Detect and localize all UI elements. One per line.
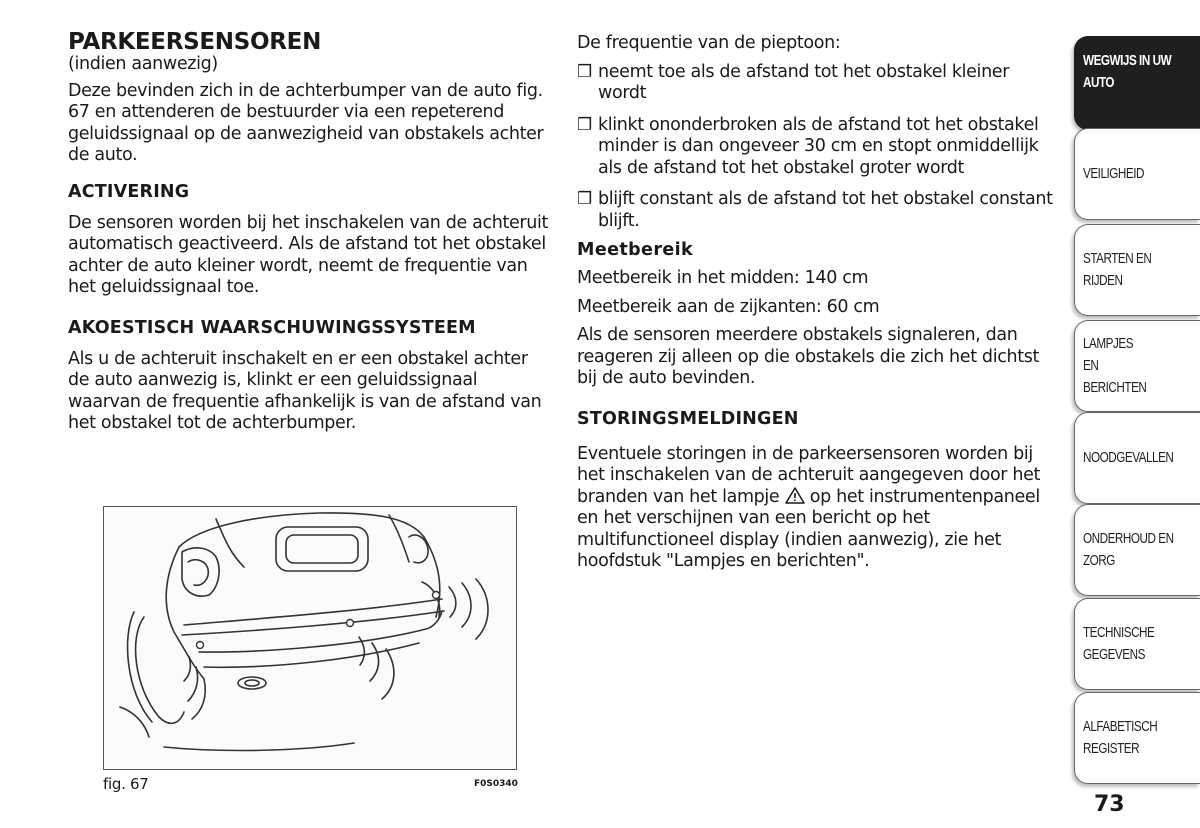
- meerdere-obstakels-paragraph: Als de sensoren meerdere obstakels signaleren, dan reageren zij alleen op die obstakels die zich het dichtst bij de auto bevinden.: [577, 325, 1040, 388]
- list-item-text: blijft constant als de afstand tot het obstakel constant blijft.: [598, 189, 1053, 231]
- tab-noodgevallen[interactable]: [1074, 412, 1200, 504]
- list-item-text: neemt toe als de afstand tot het obstakel kleiner wordt: [598, 61, 1010, 103]
- tab-label: LAMPJES EN BERICHTEN: [1083, 335, 1147, 396]
- tab-lampjes-en-berichten[interactable]: [1074, 320, 1200, 412]
- list-item-text: klinkt ononderbroken als de afstand tot het obstakel minder is dan ongeveer 30 cm en stopt onmiddellijk als de afstand tot het obstakel groter wordt: [598, 114, 1039, 178]
- akoestisch-paragraph: Als u de achteruit inschakelt en er een obstakel achter de auto aanwezig is, klinkt er een geluidssignaal waarvan de frequentie afhankelijk is van de afstand van het obstakel tot de achterbumper.: [68, 348, 542, 433]
- page-number: 73: [1094, 792, 1125, 817]
- activering-paragraph: De sensoren worden bij het inschakelen van de achteruit automatisch geactiveerd. Als de afstand tot het obstakel achter de auto kleiner wordt, neemt de frequentie van het geluidssignaal toe.: [68, 212, 549, 297]
- meetbereik-midden: Meetbereik in het midden: 140 cm: [577, 268, 869, 288]
- meetbereik-zijkanten: Meetbereik aan de zijkanten: 60 cm: [577, 296, 880, 317]
- list-item: [577, 115, 1057, 180]
- figure-code: F0S0340: [474, 779, 518, 789]
- tab-label: VEILIGHEID: [1083, 165, 1144, 182]
- checkbox-bullet-icon: ❒: [577, 61, 593, 82]
- tab-label: STARTEN EN RIJDEN: [1083, 250, 1152, 289]
- figure-caption: fig. 67: [103, 775, 149, 793]
- tab-label: NOODGEVALLEN: [1083, 449, 1174, 466]
- section-subtitle: (indien aanwezig): [68, 54, 218, 74]
- section-title: PARKEERSENSOREN: [68, 29, 322, 55]
- warning-triangle-icon: [785, 487, 805, 504]
- tab-wegwijs[interactable]: [1074, 36, 1200, 130]
- sensor-center: [347, 620, 354, 627]
- akoestisch-heading: AKOESTISCH WAARSCHUWINGSSYSTEEM: [68, 317, 476, 338]
- middle-column: [577, 33, 1057, 573]
- storing-text-part2: op het instrumentenpaneel en het verschijnen van een bericht op het multifunctioneel display (indien aanwezig), zie het hoofdstuk "Lampjes en berichten".: [577, 486, 1040, 571]
- tab-technische-gegevens[interactable]: [1074, 598, 1200, 690]
- figure-rear-bumper-sensors: [103, 506, 517, 770]
- tab-label: ONDERHOUD EN ZORG: [1083, 530, 1174, 569]
- list-item: [577, 62, 1057, 105]
- tab-veiligheid[interactable]: [1074, 128, 1200, 220]
- sensor-right: [433, 592, 440, 599]
- tab-starten-en-rijden[interactable]: [1074, 224, 1200, 316]
- checkbox-bullet-icon: ❒: [577, 114, 593, 135]
- storingsmeldingen-paragraph: [577, 444, 1057, 573]
- tab-label: WEGWIJS IN UW AUTO: [1083, 51, 1172, 91]
- frequency-intro: De frequentie van de pieptoon:: [577, 33, 841, 53]
- storing-text-part1: Eventuele storingen in de parkeersensoren worden bij het inschakelen van de achteruit aangegeven door het branden van het lampje: [577, 443, 1041, 507]
- tab-alfabetisch-register[interactable]: [1074, 692, 1200, 784]
- checkbox-bullet-icon: ❒: [577, 189, 593, 209]
- tab-label: ALFABETISCH REGISTER: [1083, 718, 1158, 757]
- intro-paragraph: Deze bevinden zich in de achterbumper van de auto fig. 67 en attenderen de bestuurder via een repeterend geluidssignaal op de aanwezigheid van obstakels achter de auto.: [68, 80, 544, 165]
- list-item: [577, 189, 1057, 232]
- meetbereik-heading: Meetbereik: [577, 240, 694, 260]
- sensor-left: [197, 642, 204, 649]
- tab-label: TECHNISCHE GEGEVENS: [1083, 624, 1155, 663]
- storingsmeldingen-heading: STORINGSMELDINGEN: [577, 408, 799, 429]
- tab-onderhoud-en-zorg[interactable]: [1074, 504, 1200, 596]
- left-column: [68, 28, 550, 435]
- activering-heading: ACTIVERING: [68, 181, 190, 202]
- car-rear-illustration: [104, 507, 516, 769]
